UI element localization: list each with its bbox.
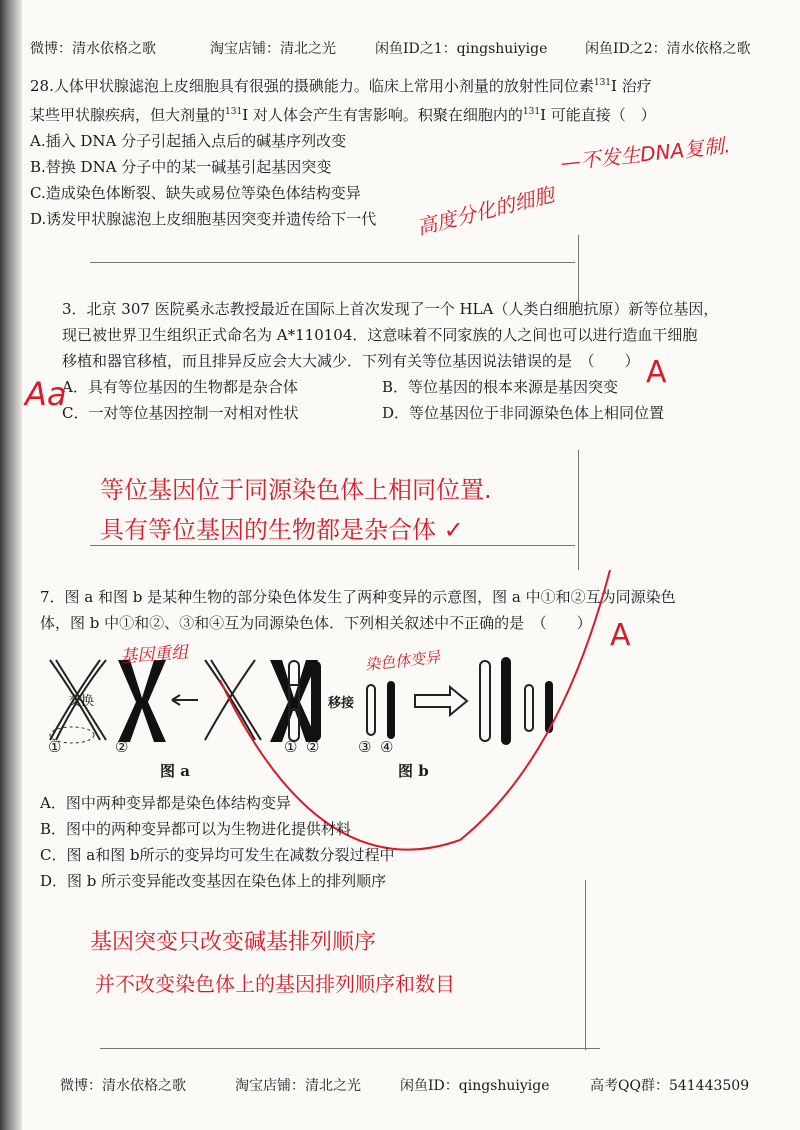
q28-option-b: B.替换 DNA 分子中的某一碱基引起基因突变 (30, 158, 332, 176)
header-xianyu-2: 闲鱼ID之2：清水依格之歌 (585, 41, 751, 57)
q7-handwritten-note-2: 并不改变染色体上的基因排列顺序和数目 (95, 972, 455, 996)
q3-handwritten-note-2: 具有等位基因的生物都是杂合体 ✓ (100, 516, 464, 544)
q7-stem-line-2: 体，图 b 中①和②、③和④互为同源染色体．下列相关叙述中不正确的是 （ ） (40, 614, 592, 632)
q7-options (40, 790, 760, 894)
q28-handwritten-note-d: 高度分化的细胞 (414, 182, 557, 240)
footer-taobao: 淘宝店铺：清北之光 (235, 1078, 361, 1094)
q28-stem-line-1: 28.人体甲状腺滤泡上皮细胞具有很强的摄碘能力。临床上常用小剂量的放射性同位素$^{131}$I 治疗 (30, 77, 652, 95)
q7-answer-mark: A (610, 618, 631, 653)
q7-option-a: A．图中两种变异都是染色体结构变异 (40, 794, 291, 812)
footer-qq: 高考QQ群：541443509 (590, 1078, 750, 1094)
header-taobao: 淘宝店铺：清北之光 (210, 41, 336, 57)
q28-answer-line (90, 262, 575, 263)
q3-stem-line-2: 现已被世界卫生组织正式命名为 A*110104．这意味着不同家族的人之间也可以进行造血干细胞 (62, 326, 698, 344)
header-weibo: 微博：清水依格之歌 (30, 41, 156, 57)
q3-stem-line-3: 移植和器官移植，而且排异反应会大大减少．下列有关等位基因说法错误的是 （ ） (62, 352, 640, 370)
q3-answer-mark: A (646, 355, 667, 390)
q3-option-c: C．一对等位基因控制一对相对性状 (62, 404, 299, 422)
q3-handwritten-note-1: 等位基因位于同源染色体上相同位置. (100, 476, 492, 504)
fig-a-chromosome-2-icon (118, 660, 166, 742)
fig-b-num-1: ① (284, 738, 298, 756)
q3-margin-line (578, 450, 579, 570)
q3-option-d: D．等位基因位于非同源染色体上相同位置 (382, 404, 665, 422)
fig-a-handwritten-note: 基因重组 (119, 642, 189, 668)
q3-side-note: Aa (25, 375, 67, 413)
q3-option-b: B．等位基因的根本来源是基因突变 (382, 378, 619, 396)
fig-a-exchange-label: 交换 (68, 694, 95, 709)
header-xianyu-1: 闲鱼ID之1：qingshuiyige (375, 41, 548, 57)
q7-stem-line-1: 7．图 a 和图 b 是某种生物的部分染色体发生了两种变异的示意图，图 a 中①和②互为同源染色 (40, 588, 676, 606)
q7-option-d: D．图 b 所示变异能改变基因在染色体上的排列顺序 (40, 872, 387, 890)
fig-b-num-4: ④ (380, 738, 394, 756)
fig-a-num-2: ② (115, 738, 129, 756)
fig-b-num-2: ② (306, 738, 320, 756)
q28-handwritten-note-b: —不发生DNA复制. (559, 133, 732, 175)
q28-option-d: D.诱发甲状腺滤泡上皮细胞基因突变并遗传给下一代 (30, 210, 377, 228)
fig-b-handwritten-note: 染色体变异 (364, 648, 441, 674)
q28-option-c: C.造成染色体断裂、缺失或易位等染色体结构变异 (30, 184, 361, 202)
fig-b-caption: 图 b (398, 762, 429, 780)
fig-a-caption: 图 a (160, 762, 190, 780)
footer-weibo: 微博：清水依格之歌 (60, 1078, 186, 1094)
footer-xianyu: 闲鱼ID：qingshuiyige (400, 1078, 550, 1094)
q7-option-c: C．图 a和图 b所示的变异均可发生在减数分裂过程中 (40, 846, 395, 864)
q28-option-a: A.插入 DNA 分子引起插入点后的碱基序列改变 (30, 132, 347, 150)
fig-b-transfer-label: 移接 (328, 696, 355, 711)
fig-a-num-1: ① (48, 738, 62, 756)
q3-answer-line (90, 545, 575, 546)
q7-handwritten-note-1: 基因突变只改变碱基排列顺序 (90, 930, 377, 955)
q28-margin-line (578, 235, 579, 305)
fig-b-num-3: ③ (358, 738, 372, 756)
binding-edge (0, 0, 22, 1130)
q7-answer-line (100, 1048, 600, 1049)
q3-option-a: A．具有等位基因的生物都是杂合体 (62, 378, 298, 396)
q7-margin-line (585, 880, 586, 1050)
q28-stem-line-2: 某些甲状腺疾病，但大剂量的$^{131}$I 对人体会产生有害影响。积聚在细胞内的$^{131}$I 可能直接（ ） (30, 106, 656, 124)
q3-stem-line-1: 3．北京 307 医院奚永志教授最近在国际上首次发现了一个 HLA（人类白细胞抗原）新等位基因， (62, 300, 719, 318)
q7-option-b: B．图中的两种变异都可以为生物进化提供材料 (40, 820, 352, 838)
